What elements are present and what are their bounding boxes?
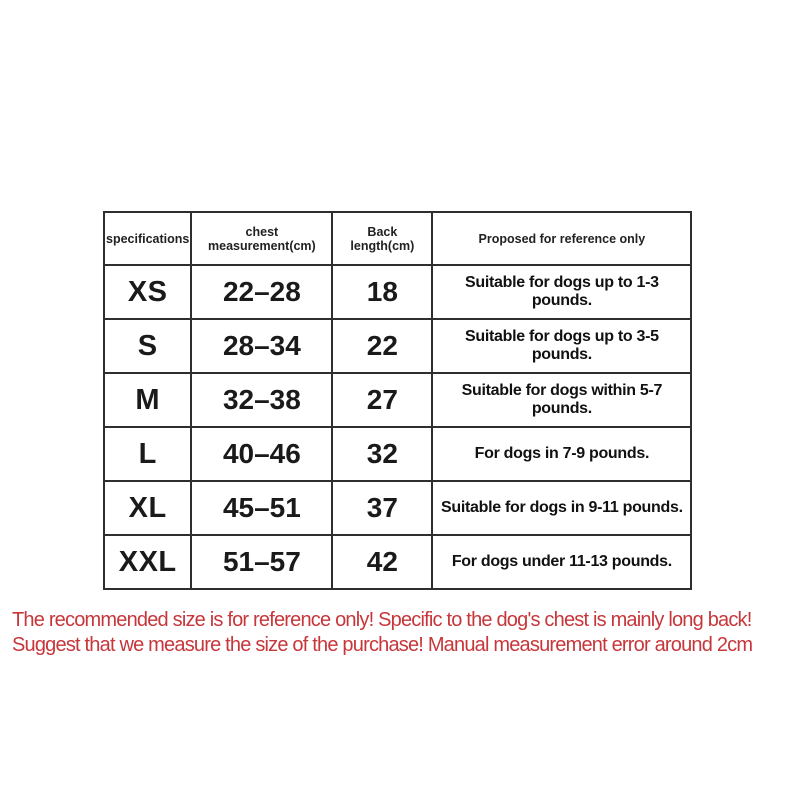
size-label: XXL [104,535,191,589]
reference-note: Suitable for dogs within 5-7 pounds. [432,373,691,427]
size-label: S [104,319,191,373]
table-header-row [104,212,691,265]
back-length: 22 [332,319,432,373]
back-length: 42 [332,535,432,589]
size-label: M [104,373,191,427]
size-chart [103,211,692,590]
chest-measurement: 32–38 [191,373,332,427]
table-row-xl [104,481,691,535]
size-table [103,211,692,590]
size-label: L [104,427,191,481]
column-header-back-length: Back length(cm) [332,212,432,265]
column-header-chest-measurement: chest measurement(cm) [191,212,332,265]
table-row-s [104,319,691,373]
chest-measurement: 51–57 [191,535,332,589]
chest-measurement: 22–28 [191,265,332,319]
back-length: 27 [332,373,432,427]
disclaimer-line-2: Suggest that we measure the size of the purchase! Manual measurement error around 2cm [12,634,753,656]
back-length: 32 [332,427,432,481]
table-row-xs [104,265,691,319]
reference-note: Suitable for dogs up to 3-5 pounds. [432,319,691,373]
column-header-specifications: specifications [104,212,191,265]
disclaimer-line-1: The recommended size is for reference only! Specific to the dog's chest is mainly long back! [12,609,752,631]
column-header-reference: Proposed for reference only [432,212,691,265]
reference-note: For dogs in 7-9 pounds. [432,427,691,481]
table-row-l [104,427,691,481]
reference-note: Suitable for dogs up to 1-3 pounds. [432,265,691,319]
back-length: 37 [332,481,432,535]
chest-measurement: 28–34 [191,319,332,373]
back-length: 18 [332,265,432,319]
table-row-m [104,373,691,427]
chest-measurement: 45–51 [191,481,332,535]
table-row-xxl [104,535,691,589]
size-label: XS [104,265,191,319]
size-label: XL [104,481,191,535]
chest-measurement: 40–46 [191,427,332,481]
disclaimer-text [12,608,792,658]
reference-note: Suitable for dogs in 9-11 pounds. [432,481,691,535]
reference-note: For dogs under 11-13 pounds. [432,535,691,589]
